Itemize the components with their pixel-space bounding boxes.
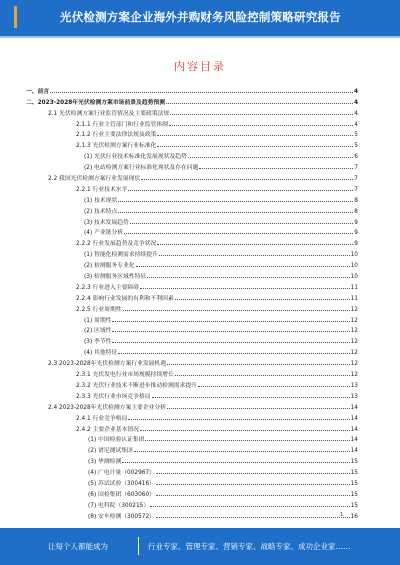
toc-entry[interactable] bbox=[26, 117, 358, 128]
toc-entry-page: 5 bbox=[354, 143, 358, 150]
toc-entry[interactable] bbox=[26, 509, 358, 520]
toc-entry-page: 5 bbox=[354, 132, 358, 139]
toc-entry[interactable] bbox=[26, 389, 358, 400]
toc-leader-dots bbox=[145, 440, 349, 441]
table-of-contents bbox=[26, 84, 358, 520]
toc-leader-dots bbox=[118, 353, 349, 354]
toc-entry-page: 8 bbox=[354, 208, 358, 215]
toc-entry-page: 10 bbox=[350, 274, 358, 281]
toc-leader-dots bbox=[198, 386, 350, 387]
toc-entry-title: (1) 智能化检测需求持续提升 bbox=[84, 252, 158, 259]
toc-entry[interactable] bbox=[26, 498, 358, 509]
toc-entry-page: 16 bbox=[350, 513, 358, 520]
toc-entry-title: 2.3.2 光伏行业技术不断进步推动检测需求提升 bbox=[76, 382, 197, 389]
toc-entry-title: 2.4 2023-2028年光伏检测方案主要企业分析 bbox=[48, 404, 167, 411]
toc-entry[interactable] bbox=[26, 247, 358, 258]
toc-entry[interactable] bbox=[26, 345, 358, 356]
toc-leader-dots bbox=[156, 517, 350, 518]
toc-entry-page: 7 bbox=[354, 186, 358, 193]
toc-leader-dots bbox=[157, 244, 353, 245]
toc-leader-dots bbox=[156, 495, 350, 496]
toc-entry-title: (1) 中国检验认证集团 bbox=[88, 437, 145, 444]
toc-leader-dots bbox=[130, 223, 353, 224]
toc-leader-dots bbox=[157, 146, 353, 147]
toc-leader-dots bbox=[136, 266, 350, 267]
toc-entry[interactable] bbox=[26, 400, 358, 411]
toc-entry-page: 11 bbox=[350, 284, 358, 291]
toc-entry[interactable] bbox=[26, 324, 358, 335]
toc-entry-title: (1) 周期性 bbox=[84, 317, 112, 324]
toc-leader-dots bbox=[152, 397, 350, 398]
toc-entry-title: (3) 技术发展趋势 bbox=[84, 219, 129, 226]
toc-entry-page: 14 bbox=[350, 437, 358, 444]
toc-entry-title: (6) 国检集团（603060） bbox=[88, 491, 155, 498]
toc-leader-dots bbox=[156, 484, 350, 485]
toc-entry-page: 15 bbox=[350, 459, 358, 466]
toc-leader-dots bbox=[175, 375, 350, 376]
toc-entry-page: 12 bbox=[350, 361, 358, 368]
toc-entry-title: (3) 检测服务区域性特征 bbox=[84, 274, 147, 281]
toc-entry-title: 2.3 2023-2028年光伏检测方案行业发展机遇 bbox=[48, 361, 167, 368]
toc-entry-title: 一、前言 bbox=[26, 88, 50, 95]
toc-entry-page: 8 bbox=[354, 197, 358, 204]
toc-leader-dots bbox=[188, 157, 353, 158]
toc-entry-page: 13 bbox=[350, 382, 358, 389]
toc-leader-dots bbox=[140, 288, 350, 289]
toc-entry-page: 12 bbox=[350, 372, 358, 379]
toc-entry-page: 12 bbox=[350, 339, 358, 346]
toc-leader-dots bbox=[128, 190, 353, 191]
toc-leader-dots bbox=[112, 331, 349, 332]
toc-entry-page: 4 bbox=[353, 88, 358, 95]
toc-entry-page: 4 bbox=[354, 110, 358, 117]
toc-entry-page: 9 bbox=[354, 230, 358, 237]
toc-entry-title: (7) 电科院（300215） bbox=[88, 502, 150, 509]
toc-leader-dots bbox=[118, 201, 353, 202]
toc-entry[interactable] bbox=[26, 128, 358, 139]
toc-entry-title: (4) 其他特征 bbox=[84, 350, 118, 357]
toc-leader-dots bbox=[123, 310, 350, 311]
toc-entry[interactable] bbox=[26, 433, 358, 444]
toc-leader-dots bbox=[169, 125, 353, 126]
page-number: 1 bbox=[340, 512, 344, 518]
toc-entry-title: 2.4.2 主要企业基本情况 bbox=[76, 426, 139, 433]
toc-entry[interactable] bbox=[26, 84, 358, 95]
toc-entry[interactable] bbox=[26, 313, 358, 324]
toc-leader-dots bbox=[112, 342, 349, 343]
footer-slogan-left: 让每个人都能成为 bbox=[48, 542, 108, 551]
toc-entry-title: (4) 广电计量（002967） bbox=[88, 470, 155, 477]
toc-entry-page: 9 bbox=[354, 241, 358, 248]
toc-entry-page: 15 bbox=[350, 491, 358, 498]
toc-entry-title: (4) 产业链分析 bbox=[84, 230, 124, 237]
toc-entry[interactable] bbox=[26, 367, 358, 378]
toc-entry[interactable] bbox=[26, 215, 358, 226]
toc-entry[interactable] bbox=[26, 149, 358, 160]
toc-entry[interactable] bbox=[26, 106, 358, 117]
header-divider bbox=[0, 36, 400, 38]
toc-entry-page: 7 bbox=[354, 165, 358, 172]
toc-entry-page: 9 bbox=[354, 219, 358, 226]
report-header bbox=[0, 0, 400, 36]
footer-slogan-right: 行业专家、管理专家、营销专家、战略专家、成功企业家…… bbox=[148, 542, 351, 551]
toc-entry[interactable] bbox=[26, 411, 358, 422]
toc-leader-dots bbox=[166, 103, 353, 104]
toc-entry-title: (2) 电站检测方案行业标准化现状及存在问题 bbox=[84, 165, 199, 172]
toc-entry[interactable] bbox=[26, 95, 358, 106]
toc-entry-title: (2) 区域性 bbox=[84, 328, 112, 335]
header-accent-bar bbox=[14, 6, 17, 28]
toc-leader-dots bbox=[150, 506, 349, 507]
toc-entry[interactable] bbox=[26, 422, 358, 433]
toc-entry[interactable] bbox=[26, 465, 358, 476]
toc-entry[interactable] bbox=[26, 226, 358, 237]
toc-entry-page: 10 bbox=[350, 263, 358, 270]
toc-leader-dots bbox=[122, 462, 349, 463]
toc-entry-page: 6 bbox=[354, 154, 358, 161]
toc-entry[interactable] bbox=[26, 193, 358, 204]
toc-entry-title: 2.4.1 行业竞争格局 bbox=[76, 415, 128, 422]
toc-leader-dots bbox=[112, 321, 349, 322]
toc-entry[interactable] bbox=[26, 269, 358, 280]
toc-leader-dots bbox=[167, 408, 350, 409]
toc-entry-title: (3) 华测检测 bbox=[88, 459, 122, 466]
toc-entry[interactable] bbox=[26, 454, 358, 465]
toc-entry-title: 2.3.1 光伏发电行业市场规模持续增长 bbox=[76, 372, 174, 379]
toc-leader-dots bbox=[159, 255, 350, 256]
toc-entry-title: (2) 技术特点 bbox=[84, 208, 118, 215]
toc-leader-dots bbox=[140, 430, 350, 431]
toc-entry[interactable] bbox=[26, 476, 358, 487]
toc-entry[interactable] bbox=[26, 280, 358, 291]
toc-entry[interactable] bbox=[26, 160, 358, 171]
toc-leader-dots bbox=[50, 92, 353, 93]
toc-entry-title: (3) 季节性 bbox=[84, 339, 112, 346]
toc-entry-title: 2.2.5 行业周期性 bbox=[76, 306, 122, 313]
toc-entry-title: (2) 谱尼测试集团 bbox=[88, 448, 133, 455]
toc-entry[interactable] bbox=[26, 236, 358, 247]
toc-entry[interactable] bbox=[26, 378, 358, 389]
toc-entry[interactable] bbox=[26, 204, 358, 215]
toc-leader-dots bbox=[128, 419, 349, 420]
report-title: 光伏检测方案企业海外并购财务风险控制策略研究报告 bbox=[60, 10, 341, 24]
toc-entry-page: 10 bbox=[350, 252, 358, 259]
toc-entry[interactable] bbox=[26, 291, 358, 302]
toc-entry-title: (5) 苏试试验（300416） bbox=[88, 480, 155, 487]
footer-bar bbox=[0, 528, 400, 565]
toc-entry[interactable] bbox=[26, 138, 358, 149]
toc-entry-title: 2.1.1 行业主管部门和行业监管体制 bbox=[76, 121, 168, 128]
toc-entry-page: 15 bbox=[350, 480, 358, 487]
toc-entry-title: (2) 检测服务专业化 bbox=[84, 263, 135, 270]
toc-entry-title: 2.1 光伏检测方案行业监管情况及主要政策法规 bbox=[48, 110, 170, 117]
toc-leader-dots bbox=[147, 277, 349, 278]
footer-divider bbox=[138, 537, 139, 555]
toc-entry-title: 2.2.1 行业技术水平 bbox=[76, 186, 128, 193]
toc-entry-page: 14 bbox=[350, 448, 358, 455]
toc-entry[interactable] bbox=[26, 356, 358, 367]
toc-leader-dots bbox=[157, 135, 353, 136]
toc-entry-title: 2.2.2 行业发展趋势及竞争状况 bbox=[76, 241, 157, 248]
toc-entry-title: 2.2.3 行业进入主要障碍 bbox=[76, 284, 139, 291]
toc-entry-page: 14 bbox=[350, 404, 358, 411]
toc-entry[interactable] bbox=[26, 487, 358, 498]
toc-entry-title: (1) 光伏行业技术标准化发展现状及趋势 bbox=[84, 154, 187, 161]
toc-entry-title: 2.2 我国光伏检测方案行业发展现状 bbox=[48, 176, 141, 183]
toc-entry-title: 2.3.3 光伏行业市场竞争格局 bbox=[76, 393, 151, 400]
toc-entry-page: 4 bbox=[353, 99, 358, 106]
toc-entry-page: 12 bbox=[350, 328, 358, 335]
toc-entry-page: 15 bbox=[350, 502, 358, 509]
toc-leader-dots bbox=[124, 233, 353, 234]
toc-entry-page: 12 bbox=[350, 350, 358, 357]
toc-entry-page: 14 bbox=[350, 415, 358, 422]
toc-entry[interactable] bbox=[26, 182, 358, 193]
toc-entry[interactable] bbox=[26, 258, 358, 269]
toc-entry-page: 7 bbox=[354, 176, 358, 183]
toc-entry-page: 11 bbox=[350, 295, 358, 302]
toc-entry-page: 13 bbox=[350, 393, 358, 400]
toc-entry-page: 12 bbox=[350, 306, 358, 313]
toc-entry-title: 2.2.4 影响行业发展的有利和不利因素 bbox=[76, 295, 174, 302]
toc-entry-title: (1) 技术现状 bbox=[84, 197, 118, 204]
toc-leader-dots bbox=[170, 114, 353, 115]
toc-entry-title: (8) 安车检测（300572） bbox=[88, 513, 155, 520]
toc-entry-title: 2.1.3 光伏检测方案行业标准化 bbox=[76, 143, 157, 150]
toc-entry-title: 二、2023-2028年光伏检测方案市场前景及趋势预测 bbox=[26, 99, 166, 106]
toc-leader-dots bbox=[134, 451, 350, 452]
toc-entry[interactable] bbox=[26, 443, 358, 454]
toc-entry-page: 15 bbox=[350, 470, 358, 477]
toc-entry-page: 12 bbox=[350, 317, 358, 324]
toc-entry[interactable] bbox=[26, 334, 358, 345]
toc-entry[interactable] bbox=[26, 171, 358, 182]
toc-entry-title: 2.1.2 行业主要法律法规及政策 bbox=[76, 132, 157, 139]
toc-leader-dots bbox=[175, 299, 350, 300]
toc-leader-dots bbox=[167, 364, 350, 365]
toc-entry-page: 4 bbox=[354, 121, 358, 128]
toc-leader-dots bbox=[156, 473, 350, 474]
toc-leader-dots bbox=[199, 168, 353, 169]
toc-entry-page: 14 bbox=[350, 426, 358, 433]
toc-entry[interactable] bbox=[26, 302, 358, 313]
toc-leader-dots bbox=[118, 212, 353, 213]
toc-leader-dots bbox=[141, 179, 353, 180]
toc-title: 内容目录 bbox=[174, 60, 226, 73]
